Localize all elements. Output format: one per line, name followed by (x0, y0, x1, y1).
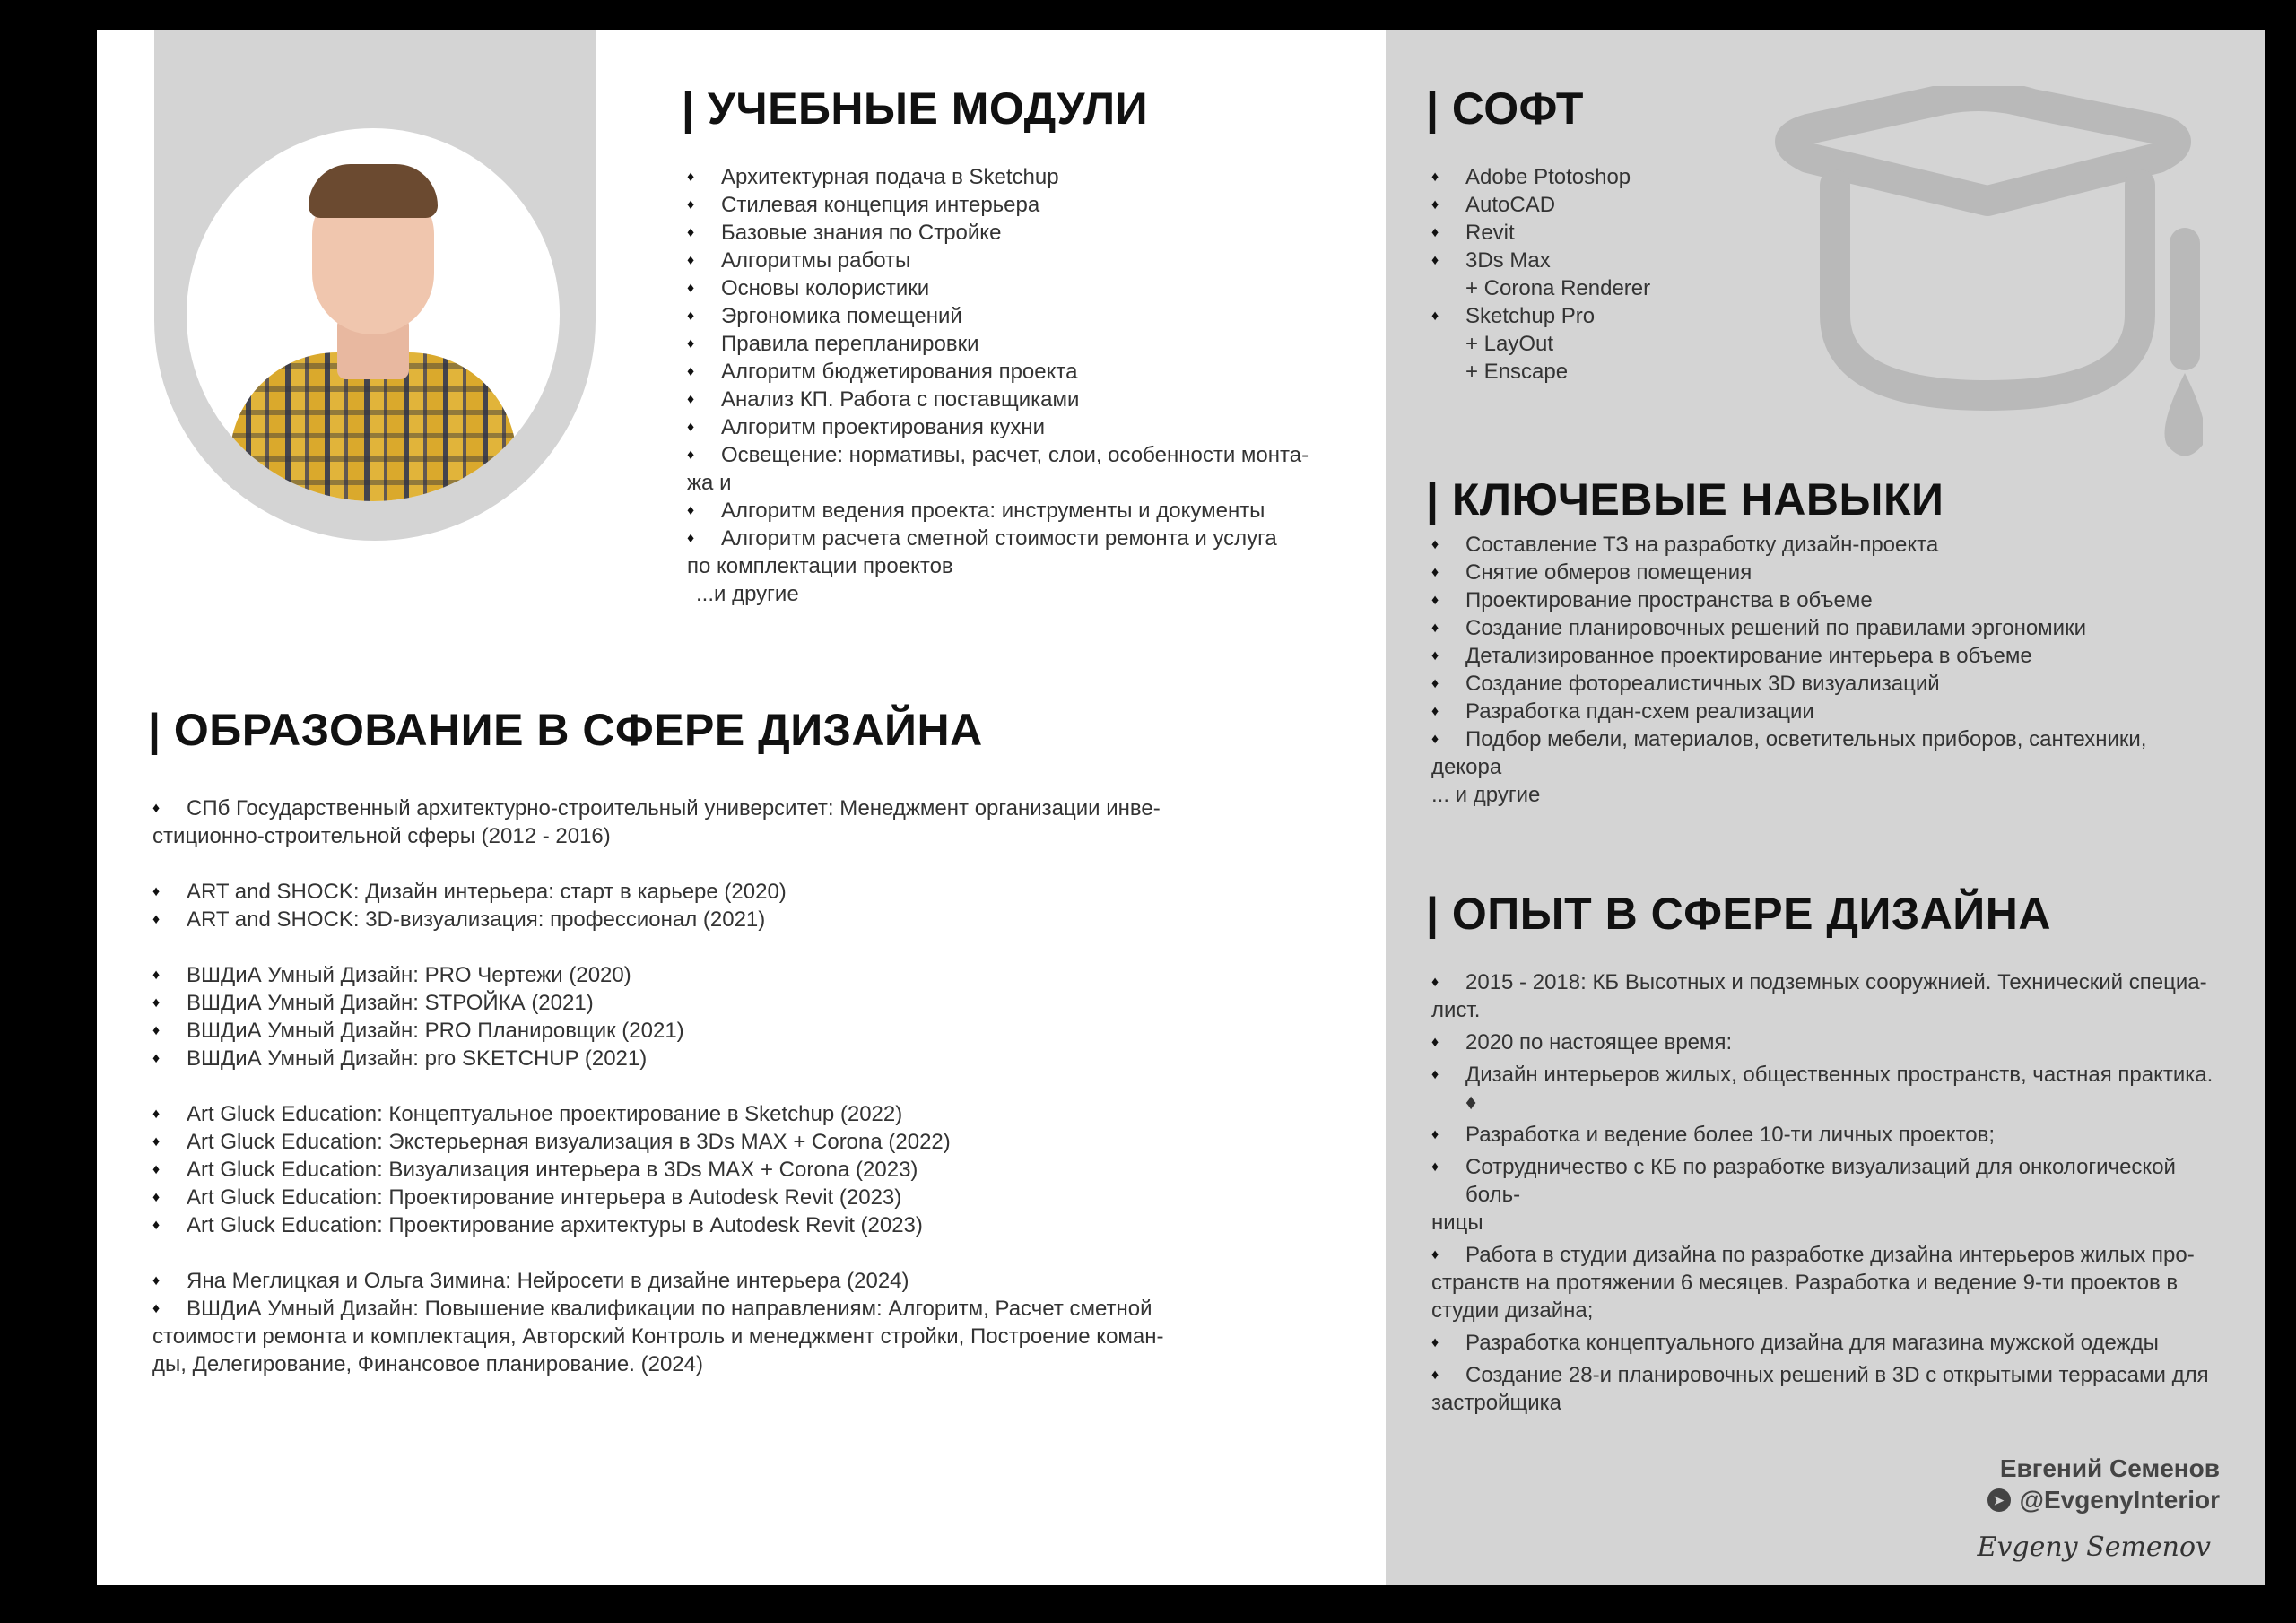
list-item: ♦ Adobe Ptotoshop (1431, 163, 1880, 191)
list-item: ♦ Art Gluck Education: Экстерьерная визуализация в 3Ds MAX + Corona (2022) (152, 1128, 1166, 1156)
list-item: ♦ Разработка концептуального дизайна для магазина мужской одежды (1431, 1329, 2221, 1357)
list-item: ♦ 2015 - 2018: КБ Высотных и подземных сооружнией. Технический специа- (1431, 968, 2221, 996)
list-item: ♦ Базовые знания по Стройке (687, 219, 1315, 247)
list-item-continued: студии дизайна; (1431, 1298, 1594, 1323)
handle-text[interactable]: @EvgenyInterior (2019, 1486, 2220, 1514)
list-item-continued: странств на протяжении 6 месяцев. Разработка и ведение 9-ти проектов в (1431, 1271, 2179, 1295)
telegram-handle[interactable] (1987, 1486, 2220, 1515)
more-text: ... и другие (1431, 783, 1541, 807)
list-item: ♦ Разработка пдан-схем реализации (1431, 698, 2167, 725)
list-item-continued: застройщика (1431, 1391, 1561, 1415)
list-item: ♦ Архитектурная подача в Sketchup (687, 163, 1315, 191)
list-item: ♦ Создание фотореалистичных 3D визуализаций (1431, 670, 2167, 698)
author-name: Евгений Семенов (1999, 1454, 2220, 1482)
list-item: ♦ Sketchup Pro (1431, 302, 1880, 330)
list-item-continued: по комплектации проектов (687, 554, 953, 578)
list-item: ♦ Эргономика помещений (687, 302, 1315, 330)
list-item: ♦ Art Gluck Education: Концептуальное проектирование в Sketchup (2022) (152, 1100, 1166, 1128)
list-subitem: + Corona Renderer (1465, 276, 1651, 300)
signature: Evgeny Semenov (1977, 1532, 2211, 1563)
list-item: ♦ Алгоритм ведения проекта: инструменты и документы (687, 497, 1315, 525)
telegram-icon: ➤ (1987, 1488, 2011, 1512)
list-item: ♦ 3Ds Max (1431, 247, 1880, 274)
list-subitem: + LayOut (1465, 332, 1554, 356)
list-item: ♦ Разработка и ведение более 10-ти личных проектов; (1431, 1121, 2221, 1149)
list-item: ♦ Art Gluck Education: Проектирование архитектуры в Autodesk Revit (2023) (152, 1211, 1166, 1239)
list-item-continued: декора (1431, 755, 1502, 779)
list-item-continued: стиционно-строительной сферы (2012 - 2016) (152, 824, 611, 848)
list-item-continued: лист. (1431, 998, 1481, 1022)
list-item: ♦ Алгоритм бюджетирования проекта (687, 358, 1315, 386)
list-item: ♦ Art Gluck Education: Визуализация интерьера в 3Ds MAX + Corona (2023) (152, 1156, 1166, 1184)
soft-heading: | СОФТ (1426, 83, 1584, 134)
list-item: ♦ Алгоритм проектирования кухни (687, 413, 1315, 441)
education-heading: | ОБРАЗОВАНИЕ В СФЕРЕ ДИЗАЙНА (148, 705, 983, 755)
list-item: ♦ Проектирование пространства в объеме (1431, 586, 2167, 614)
list-item: ♦ Стилевая концепция интерьера (687, 191, 1315, 219)
list-item: ♦ Revit (1431, 219, 1880, 247)
list-item: ♦ Art Gluck Education: Проектирование интерьера в Autodesk Revit (2023) (152, 1184, 1166, 1211)
list-item: ♦ 2020 по настоящее время: (1431, 1028, 2221, 1056)
experience-list (1431, 964, 2221, 1417)
list-item: ♦ Дизайн интерьеров жилых, общественных пространств, частная практика. ♦ (1431, 1061, 2221, 1116)
list-item: ♦ Алгоритм расчета сметной стоимости ремонта и услуга (687, 525, 1315, 552)
list-item: ♦ ВШДиА Умный Дизайн: Повышение квалификации по направлениям: Алгоритм, Расчет сметной (152, 1295, 1166, 1323)
education-list (152, 794, 1166, 1378)
list-item-continued: стоимости ремонта и комплектация, Авторский Контроль и менеджмент стройки, Построение коман- (152, 1324, 1164, 1349)
list-item: ♦ Детализированное проектирование интерьера в объеме (1431, 642, 2167, 670)
list-item: ♦ ВШДиА Умный Дизайн: PRO Планировщик (2021) (152, 1017, 1166, 1045)
experience-heading: | ОПЫТ В СФЕРЕ ДИЗАЙНА (1426, 889, 2051, 939)
list-item: ♦ Сотрудничество с КБ по разработке визуализаций для онкологической боль- (1431, 1153, 2221, 1209)
list-item: ♦ ART and SHOCK: 3D-визуализация: профессионал (2021) (152, 906, 1166, 933)
more-text: ...и другие (696, 582, 799, 606)
list-item: ♦ Освещение: нормативы, расчет, слои, особенности монта- (687, 441, 1315, 469)
list-item: ♦ Составление ТЗ на разработку дизайн-проекта (1431, 531, 2167, 559)
soft-list (1431, 163, 1880, 386)
list-item: ♦ ВШДиА Умный Дизайн: STРОЙКА (2021) (152, 989, 1166, 1017)
list-item: ♦ Основы колористики (687, 274, 1315, 302)
modules-heading: | УЧЕБНЫЕ МОДУЛИ (682, 83, 1149, 134)
list-item: ♦ Правила перепланировки (687, 330, 1315, 358)
list-subitem: + Enscape (1465, 360, 1569, 384)
list-item: ♦ Снятие обмеров помещения (1431, 559, 2167, 586)
list-item-continued: ды, Делегирование, Финансовое планирование. (2024) (152, 1352, 703, 1376)
list-item: ♦ ВШДиА Умный Дизайн: pro SKETCHUP (2021) (152, 1045, 1166, 1072)
profile-photo (187, 128, 560, 501)
list-item: ♦ Анализ КП. Работа с поставщиками (687, 386, 1315, 413)
skills-heading: | КЛЮЧЕВЫЕ НАВЫКИ (1426, 474, 1944, 525)
list-item-continued: жа и (687, 471, 732, 495)
list-item: ♦ Создание планировочных решений по правилами эргономики (1431, 614, 2167, 642)
skills-list (1431, 531, 2167, 809)
list-item: ♦ Алгоритмы работы (687, 247, 1315, 274)
list-item: ♦ AutoCAD (1431, 191, 1880, 219)
list-item: ♦ СПб Государственный архитектурно-строительный университет: Менеджмент организации инве- (152, 794, 1166, 822)
list-item: ♦ Работа в студии дизайна по разработке дизайна интерьеров жилых про- (1431, 1241, 2221, 1269)
list-item: ♦ Подбор мебели, материалов, осветительных приборов, сантехники, (1431, 725, 2167, 753)
list-item: ♦ Яна Меглицкая и Ольга Зимина: Нейросети в дизайне интерьера (2024) (152, 1267, 1166, 1295)
list-item: ♦ ART and SHOCK: Дизайн интерьера: старт в карьере (2020) (152, 878, 1166, 906)
list-item-continued: ницы (1431, 1211, 1483, 1235)
modules-list (687, 163, 1315, 608)
list-item: ♦ ВШДиА Умный Дизайн: PRO Чертежи (2020) (152, 961, 1166, 989)
list-item: ♦ Создание 28-и планировочных решений в 3D с открытыми террасами для (1431, 1361, 2221, 1389)
